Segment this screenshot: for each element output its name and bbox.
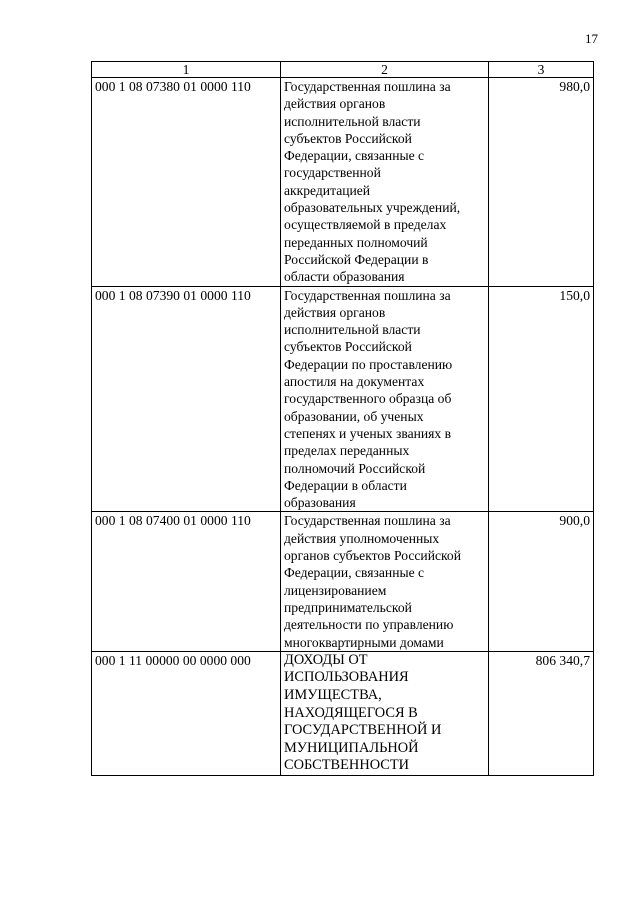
row-name-line: Российской Федерации в <box>284 251 429 267</box>
row-name-line: деятельности по управлению <box>284 617 454 633</box>
row-name-line: образования <box>284 495 356 511</box>
row-name-line: области образования <box>284 269 405 285</box>
row-name-line: Федерации, связанные с <box>284 565 425 581</box>
revenue-table <box>91 61 594 776</box>
row-name-line: исполнительной власти <box>284 113 421 129</box>
row-name-line: МУНИЦИПАЛЬНОЙ <box>284 739 419 756</box>
column-header-3: 3 <box>489 62 594 78</box>
row-name-line: НАХОДЯЩЕГОСЯ В <box>284 704 418 721</box>
row-name-line: Федерации в области <box>284 477 407 493</box>
row-name-line: государственной <box>284 165 381 181</box>
row-name-cell <box>281 651 489 775</box>
row-name-line: действия уполномоченных <box>284 530 440 546</box>
table-row <box>92 512 594 651</box>
row-name-line: предпринимательской <box>284 599 412 615</box>
row-amount-cell: 150,0 <box>489 286 594 512</box>
row-name-line: лицензированием <box>284 582 387 598</box>
row-name-line: ДОХОДЫ ОТ <box>284 651 368 668</box>
row-code-cell: 000 1 08 07400 01 0000 110 <box>92 512 281 651</box>
row-name-line: органов субъектов Российской <box>284 548 461 564</box>
row-name-line: образовательных учреждений, <box>284 200 461 216</box>
row-name-line: Государственная пошлина за <box>284 513 451 529</box>
row-name-line: образовании, об ученых <box>284 408 424 424</box>
row-name-line: апостиля на документах <box>284 374 425 390</box>
row-name-line: полномочий Российской <box>284 460 426 476</box>
table-body <box>92 78 594 776</box>
row-name-line: осуществляемой в пределах <box>284 217 447 233</box>
row-name-line: многоквартирными домами <box>284 634 444 650</box>
column-header-1: 1 <box>92 62 281 78</box>
page-number: 17 <box>585 31 598 46</box>
row-name-cell <box>281 512 489 651</box>
row-name-line: пределах переданных <box>284 443 410 459</box>
row-name-line: ИМУЩЕСТВА, <box>284 686 382 703</box>
column-header-2: 2 <box>281 62 489 78</box>
row-name-line: Федерации по проставлению <box>284 356 453 372</box>
table-row <box>92 651 594 775</box>
table-row <box>92 78 594 287</box>
row-code-cell: 000 1 08 07390 01 0000 110 <box>92 286 281 512</box>
row-amount-cell: 980,0 <box>489 78 594 287</box>
row-code-cell: 000 1 08 07380 01 0000 110 <box>92 78 281 287</box>
row-name-line: ГОСУДАРСТВЕННОЙ И <box>284 722 442 739</box>
row-name-line: ИСПОЛЬЗОВАНИЯ <box>284 669 409 686</box>
row-name-cell <box>281 78 489 287</box>
row-name-line: аккредитацией <box>284 182 371 198</box>
row-name-line: субъектов Российской <box>284 339 412 355</box>
table-row <box>92 286 594 512</box>
row-name-line: действия органов <box>284 304 386 320</box>
row-name-line: действия органов <box>284 96 386 112</box>
row-name-line: Федерации, связанные с <box>284 148 425 164</box>
row-amount-cell: 806 340,7 <box>489 651 594 775</box>
row-name-line: СОБСТВЕННОСТИ <box>284 757 410 774</box>
row-name-line: переданных полномочий <box>284 234 428 250</box>
table-header-row <box>92 62 594 78</box>
row-name-cell <box>281 286 489 512</box>
row-name-line: Государственная пошлина за <box>284 79 451 94</box>
row-code-cell: 000 1 11 00000 00 0000 000 <box>92 651 281 775</box>
row-name-line: субъектов Российской <box>284 130 412 146</box>
row-amount-cell: 900,0 <box>489 512 594 651</box>
row-name-line: степенях и ученых званиях в <box>284 425 452 441</box>
row-name-line: государственного образца об <box>284 391 452 407</box>
row-name-line: исполнительной власти <box>284 322 421 338</box>
row-name-line: Государственная пошлина за <box>284 287 451 303</box>
